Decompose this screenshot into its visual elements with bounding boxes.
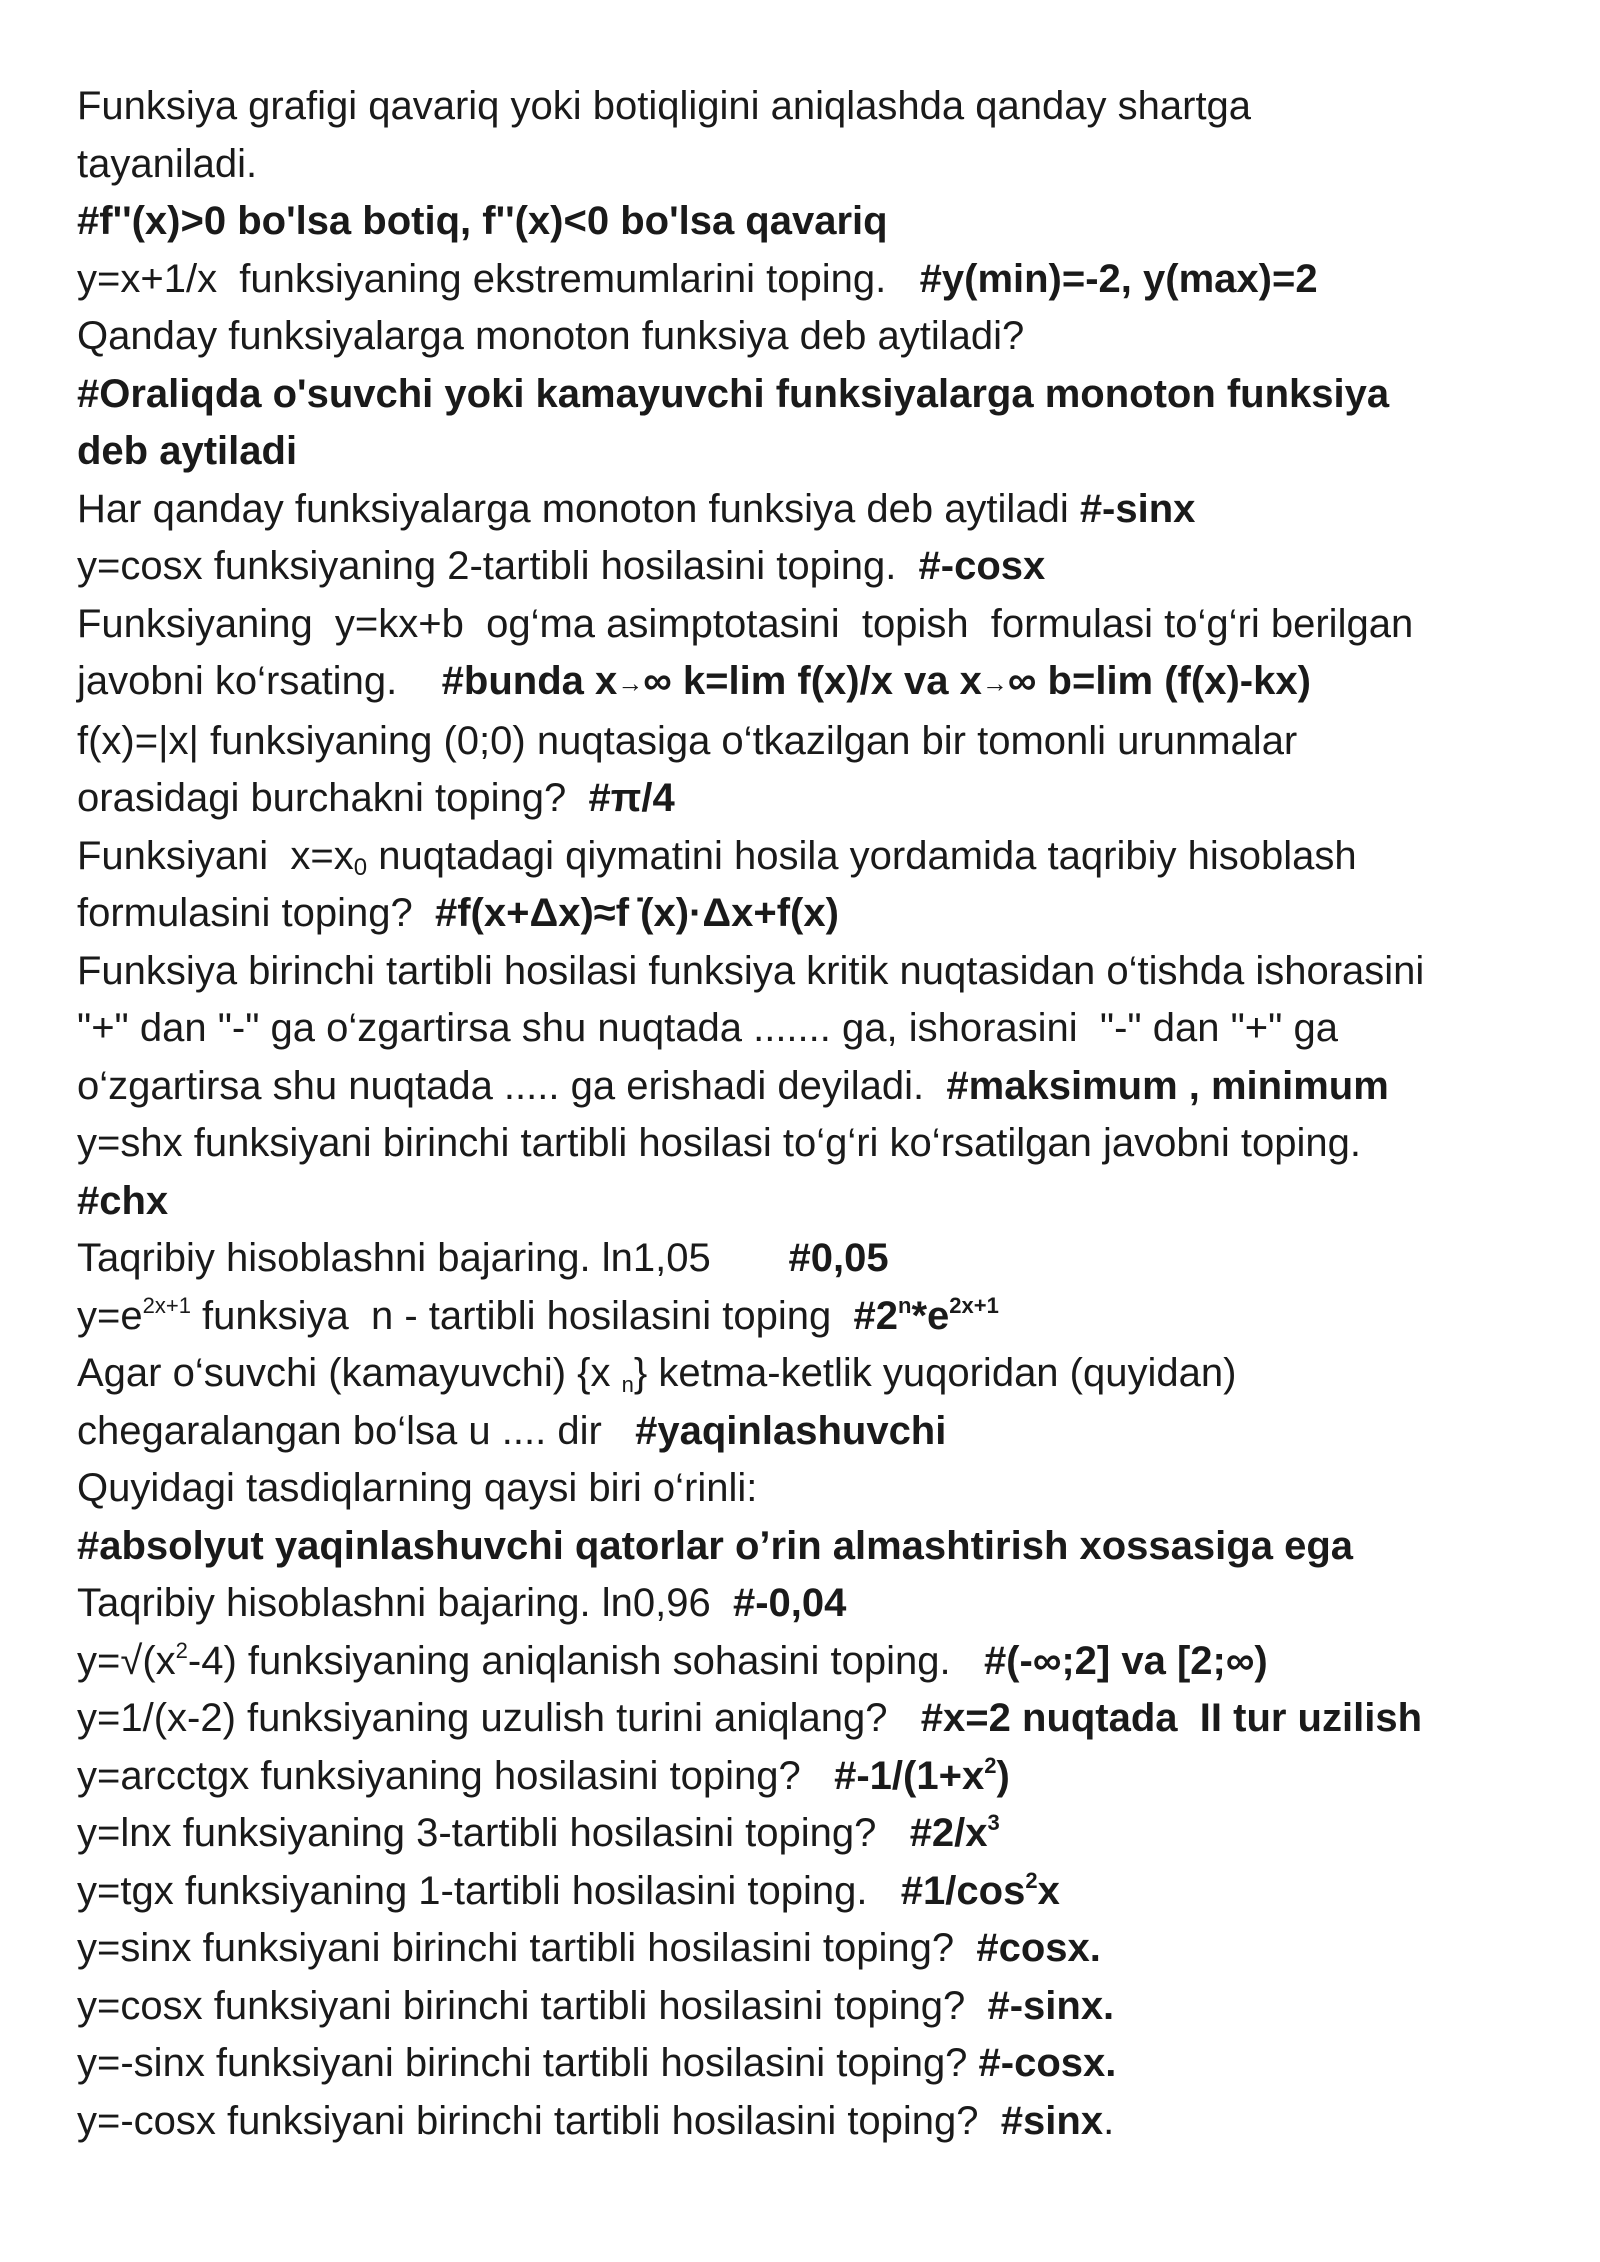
- question-text: y=1/(x-2) funksiyaning uzulish turini aniqlang?: [77, 1696, 921, 1740]
- qa-line: [77, 1920, 1547, 1978]
- answer-text: #2: [853, 1293, 898, 1338]
- question-text: Funksiyaning y=kx+b og‘ma asimptotasini topish formulasi to‘g‘ri berilgan: [77, 601, 1414, 646]
- question-text: o‘zgartirsa shu nuqtada ..... ga erishadi deyiladi.: [77, 1063, 947, 1108]
- question-text: Funksiyani x=x: [77, 833, 354, 878]
- qa-line: [77, 1230, 1547, 1288]
- question-text: } ketma-ketlik yuqoridan (quyidan): [633, 1351, 1237, 1395]
- answer-text: ∞ k=lim f(x)/x va x: [643, 659, 982, 703]
- qa-line: [77, 251, 1547, 309]
- question-text: y=√(x: [77, 1638, 176, 1683]
- subscript: n: [621, 1372, 634, 1397]
- answer-text: #1/cos: [900, 1868, 1026, 1913]
- qa-line: [77, 1288, 1547, 1346]
- qa-line: [77, 1690, 1547, 1748]
- qa-line: [77, 1805, 1547, 1863]
- superscript: 2: [175, 1637, 188, 1663]
- answer-text: #-1/(1+x: [834, 1753, 985, 1798]
- question-line: [77, 1000, 1547, 1058]
- question-text: y=arcctgx funksiyaning hosilasini toping?: [77, 1753, 835, 1798]
- question-line: [77, 713, 1547, 771]
- superscript: 2x+1: [142, 1292, 191, 1318]
- qa-line: [77, 1403, 1547, 1461]
- question-text: y=-sinx funksiyani birinchi tartibli hosilasini toping?: [77, 2041, 979, 2085]
- qa-line: [77, 653, 1547, 713]
- answer-text: #maksimum , minimum: [946, 1063, 1389, 1108]
- question-text: javobni ko‘rsating.: [77, 659, 442, 703]
- answer-text: #Oraliqda o'suvchi yoki kamayuvchi funksiyalarga monoton funksiya: [77, 371, 1390, 416]
- qa-line: [77, 1863, 1547, 1921]
- qa-line: [77, 1633, 1547, 1691]
- question-line: [77, 596, 1547, 654]
- question-text: y=x+1/x funksiyaning ekstremumlarini toping.: [77, 256, 920, 301]
- question-text: funksiya n - tartibli hosilasini toping: [190, 1293, 854, 1338]
- question-line: [77, 943, 1547, 1001]
- answer-text: deb aytiladi: [77, 429, 298, 473]
- question-line: [77, 828, 1547, 886]
- superscript: 2: [984, 1752, 997, 1778]
- answer-text: ∞ b=lim (f(x)-kx): [1007, 659, 1311, 703]
- question-text: y=sinx funksiyani birinchi tartibli hosilasini toping?: [77, 1926, 977, 1970]
- answer-line: [77, 193, 1547, 251]
- answer-text: #-cosx: [918, 544, 1046, 588]
- qa-line: [77, 481, 1547, 539]
- question-line: [77, 1115, 1547, 1173]
- question-text: formulasini toping?: [77, 891, 435, 935]
- arrow-symbol: →: [617, 668, 644, 698]
- question-line: [77, 1460, 1547, 1518]
- question-text: y=cosx funksiyani birinchi tartibli hosilasini toping?: [77, 1983, 988, 2028]
- answer-text: *e: [911, 1293, 950, 1338]
- answer-text: #chx: [77, 1178, 169, 1223]
- answer-text: #absolyut yaqinlashuvchi qatorlar o’rin almashtirish xossasiga ega: [77, 1523, 1353, 1568]
- question-text: Quyidagi tasdiqlarning qaysi biri o‘rinli:: [77, 1466, 758, 1510]
- answer-text: #f(x+Δx)≈f ̇(x)·Δx+f(x): [434, 891, 839, 935]
- answer-text: #π/4: [588, 776, 675, 820]
- question-text: Agar o‘suvchi (kamayuvchi) {x: [77, 1351, 622, 1395]
- question-text: y=shx funksiyani birinchi tartibli hosilasi to‘g‘ri ko‘rsatilgan javobni toping.: [77, 1121, 1361, 1165]
- qa-line: [77, 1575, 1547, 1633]
- question-line: [77, 308, 1547, 366]
- question-text: Funksiya grafigi qavariq yoki botiqligini aniqlashda qanday shartga: [77, 84, 1252, 128]
- superscript: n: [897, 1292, 912, 1318]
- answer-text: #-sinx: [1079, 486, 1196, 531]
- question-text: Taqribiy hisoblashni bajaring. ln0,96: [77, 1581, 733, 1625]
- qa-line: [77, 1978, 1547, 2036]
- answer-text: #2/x: [909, 1811, 988, 1855]
- answer-text: x: [1037, 1868, 1060, 1913]
- answer-text: #-cosx.: [978, 2041, 1117, 2085]
- qa-line: [77, 2035, 1547, 2093]
- qa-line: [77, 1058, 1547, 1116]
- answer-line: [77, 1518, 1547, 1576]
- question-text: Har qanday funksiyalarga monoton funksiya deb aytiladi: [77, 486, 1080, 531]
- answer-text: #-0,04: [732, 1581, 847, 1625]
- answer-line: [77, 423, 1547, 481]
- answer-text: ): [996, 1753, 1010, 1798]
- question-text: y=lnx funksiyaning 3-tartibli hosilasini toping?: [77, 1811, 910, 1855]
- qa-line: [77, 1748, 1547, 1806]
- question-text: tayaniladi.: [77, 141, 258, 186]
- qa-line: [77, 538, 1547, 596]
- subscript: 0: [353, 853, 368, 881]
- answer-text: #cosx.: [976, 1926, 1101, 1970]
- answer-text: #f''(x)>0 bo'lsa botiq, f''(x)<0 bo'lsa qavariq: [77, 199, 888, 243]
- question-text: y=cosx funksiyaning 2-tartibli hosilasini toping.: [77, 544, 919, 588]
- answer-text: #(-∞;2] va [2;∞): [983, 1638, 1268, 1683]
- answer-text: #bunda x: [441, 659, 618, 703]
- answer-text: #0,05: [788, 1236, 889, 1280]
- superscript: 2: [1025, 1867, 1038, 1893]
- answer-line: [77, 1173, 1547, 1231]
- question-text: "+" dan "-" ga o‘zgartirsa shu nuqtada ....... ga, ishorasini "-" dan "+" ga: [77, 1006, 1338, 1050]
- answer-line: [77, 366, 1547, 424]
- qa-line: [77, 770, 1547, 828]
- question-line: [77, 1345, 1547, 1403]
- qa-line: [77, 2093, 1547, 2151]
- question-text: y=-cosx funksiyani birinchi tartibli hosilasini toping?: [77, 2098, 1001, 2143]
- superscript: 2x+1: [949, 1292, 999, 1318]
- question-line: [77, 136, 1547, 194]
- question-text: y=e: [77, 1293, 143, 1338]
- question-line: [77, 78, 1547, 136]
- arrow-symbol: →: [981, 668, 1008, 698]
- document-page: [77, 78, 1547, 2150]
- question-text: chegaralangan bo‘lsa u .... dir: [77, 1408, 636, 1453]
- question-text: -4) funksiyaning aniqlanish sohasini toping.: [187, 1638, 984, 1683]
- answer-text: #y(min)=-2, y(max)=2: [919, 256, 1318, 301]
- qa-line: [77, 885, 1547, 943]
- question-text: Qanday funksiyalarga monoton funksiya deb aytiladi?: [77, 314, 1025, 358]
- question-text: nuqtadagi qiymatini hosila yordamida taqribiy hisoblash: [367, 833, 1357, 878]
- question-text: y=tgx funksiyaning 1-tartibli hosilasini toping.: [77, 1868, 901, 1913]
- answer-text: #x=2 nuqtada II tur uzilish: [920, 1696, 1423, 1740]
- superscript: 3: [987, 1810, 1000, 1835]
- trailing-period: .: [1103, 2098, 1115, 2143]
- question-text: orasidagi burchakni toping?: [77, 776, 589, 820]
- question-text: Funksiya birinchi tartibli hosilasi funksiya kritik nuqtasidan o‘tishda ishorasini: [77, 948, 1425, 993]
- question-text: Taqribiy hisoblashni bajaring. ln1,05: [77, 1236, 789, 1280]
- answer-text: #yaqinlashuvchi: [635, 1408, 947, 1453]
- answer-text: #sinx: [1000, 2098, 1104, 2143]
- question-text: f(x)=|x| funksiyaning (0;0) nuqtasiga o‘tkazilgan bir tomonli urunmalar: [77, 718, 1298, 763]
- answer-text: #-sinx.: [987, 1983, 1115, 2028]
